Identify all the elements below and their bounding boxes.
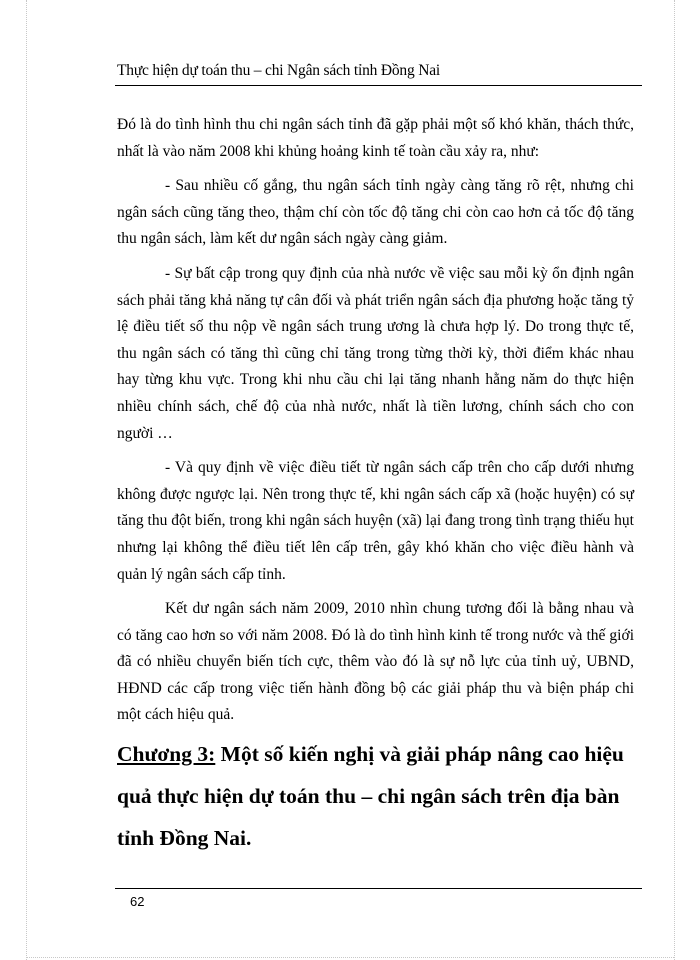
page-margin-bottom (26, 957, 674, 958)
paragraph-intro: Đó là do tình hình thu chi ngân sách tỉnh đã gặp phải một số khó khăn, thách thức, nhất là vào năm 2008 khi khủng hoảng kinh tế toàn cầu xảy ra, như: (117, 116, 634, 160)
paragraph-bullet-3: - Và quy định về việc điều tiết từ ngân sách cấp trên cho cấp dưới nhưng không được ngược lại. Nên trong thực tế, khi ngân sách cấp xã (hoặc huyện) có sự tăng thu đột biến, trong khi ngân sách huyện (xã) lại đang trong tình trạng thiếu hụt nhưng lại không thể điều tiết lên cấp trên, gây khó khăn cho việc điều hành và quản lý ngân sách cấp tỉnh. (117, 459, 634, 583)
chapter-label: Chương 3: (117, 742, 216, 766)
chapter-title: Một số kiến nghị và giải pháp nâng cao hiệu quả thực hiện dự toán thu – chi ngân sách trên địa bàn tỉnh Đồng Nai. (117, 742, 624, 850)
body-text (117, 112, 634, 729)
footer-rule (115, 888, 642, 889)
paragraph-conclusion: Kết dư ngân sách năm 2009, 2010 nhìn chung tương đối là bằng nhau và có tăng cao hơn so với năm 2008. Đó là do tình hình kinh tế trong nước và thế giới đã có nhiều chuyển biến tích cực, thêm vào đó là sự nỗ lực của tỉnh uỷ, UBND, HĐND các cấp trong việc tiến hành đồng bộ các giải pháp thu và biện pháp chi một cách hiệu quả. (117, 600, 634, 724)
chapter-heading (117, 733, 637, 859)
paragraph-bullet-1: - Sau nhiều cố gắng, thu ngân sách tỉnh ngày càng tăng rõ rệt, nhưng chi ngân sách cũng tăng theo, thậm chí còn tốc độ tăng chi còn cao hơn cả tốc độ tăng thu ngân sách, làm kết dư ngân sách ngày càng giảm. (117, 177, 634, 248)
page-number: 62 (130, 894, 145, 909)
header-rule (115, 85, 642, 86)
running-header: Thực hiện dự toán thu – chi Ngân sách tỉnh Đồng Nai (117, 62, 440, 79)
paragraph-bullet-2: - Sự bất cập trong quy định của nhà nước về việc sau mỗi kỳ ổn định ngân sách phải tăng khả năng tự cân đối và phát triển ngân sách địa phương hoặc tăng tỷ lệ điều tiết số thu nộp về ngân sách trung ương là chưa hợp lý. Do trong thực tế, thu ngân sách có tăng thì cũng chỉ tăng trong từng thời kỳ, thời điểm khác nhau hay từng khu vực. Trong khi nhu cầu chi lại tăng nhanh hằng năm do thực hiện nhiều chính sách, chế độ của nhà nước, nhất là tiền lương, chính sách cho con người … (117, 264, 634, 442)
page-margin-right (674, 0, 675, 960)
page-margin-left (26, 0, 27, 960)
